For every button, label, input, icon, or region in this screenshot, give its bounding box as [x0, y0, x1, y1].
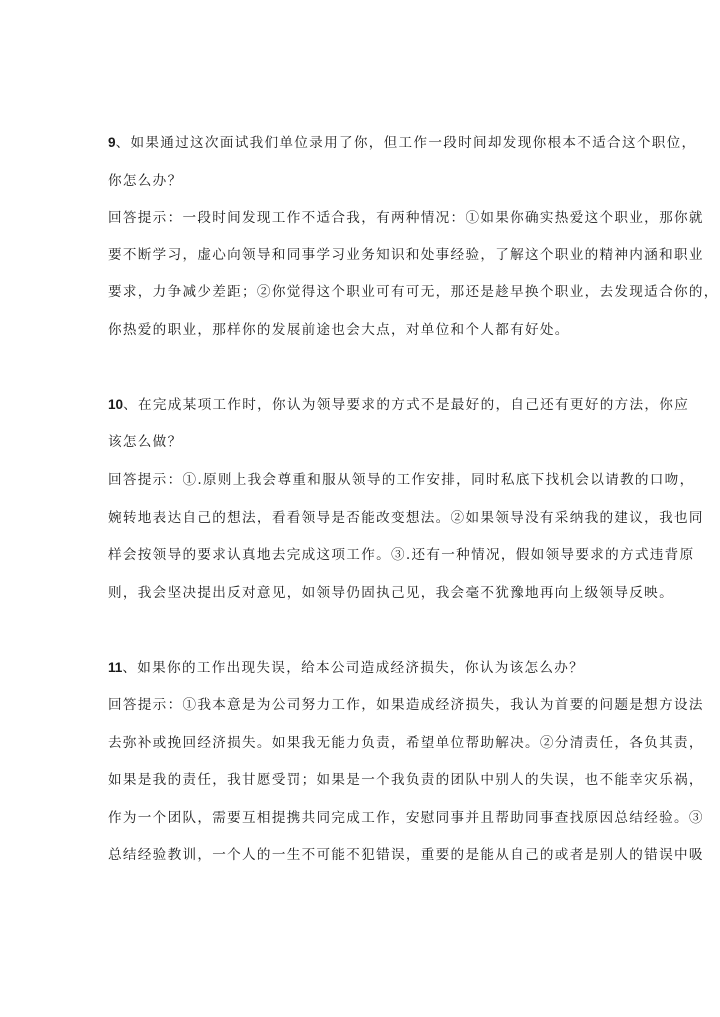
answer-line: 则，我会坚决提出反对意见，如领导仍固执己见，我会毫不犹豫地再向上级领导反映。	[108, 585, 674, 601]
question-line: 9、如果通过这次面试我们单位录用了你，但工作一段时间却发现你根本不适合这个职位，	[108, 135, 697, 151]
answer-line: 婉转地表达自己的想法，看看领导是否能改变想法。②如果领导没有采纳我的建议，我也同	[108, 510, 704, 526]
answer-line: 作为一个团队，需要互相提携共同完成工作，安慰同事并且帮助同事查找原因总结经验。③	[108, 810, 704, 826]
answer-line: 去弥补或挽回经济损失。如果我无能力负责，希望单位帮助解决。②分清责任，各负其责，	[108, 735, 704, 751]
question-number: 10	[108, 397, 124, 412]
answer-line: 回答提示：①.原则上我会尊重和服从领导的工作安排，同时私底下找机会以请教的口吻，	[108, 472, 695, 488]
answer-line: 要不断学习，虚心向领导和同事学习业务知识和处事经验，了解这个职业的精神内涵和职业	[108, 247, 704, 263]
answer-line: 回答提示：①我本意是为公司努力工作，如果造成经济损失，我认为首要的问题是想方设法	[108, 697, 704, 713]
answer-line: 样会按领导的要求认真地去完成这项工作。③.还有一种情况，假如领导要求的方式违背原	[108, 547, 695, 563]
answer-line: 总结经验教训，一个人的一生不可能不犯错误，重要的是能从自己的或者是别人的错误中吸	[108, 847, 704, 863]
answer-line: 要求，力争减少差距；②你觉得这个职业可有可无，那还是趁早换个职业，去发现适合你的，	[108, 284, 719, 300]
answer-line: 如果是我的责任，我甘愿受罚；如果是一个我负责的团队中别人的失误，也不能幸灾乐祸，	[108, 772, 704, 788]
question-number: 9	[108, 135, 116, 150]
question-line: 该怎么做？	[108, 434, 183, 450]
question-line: 10、在完成某项工作时，你认为领导要求的方式不是最好的，自己还有更好的方法，你应	[108, 397, 690, 413]
answer-line: 你热爱的职业，那样你的发展前途也会大点，对单位和个人都有好处。	[108, 322, 570, 338]
question-line: 11、如果你的工作出现失误，给本公司造成经济损失，你认为该怎么办？	[108, 660, 585, 676]
question-line: 你怎么办？	[108, 173, 183, 189]
answer-line: 回答提示：一段时间发现工作不适合我，有两种情况：①如果你确实热爱这个职业，那你就	[108, 210, 704, 226]
question-number: 11	[108, 660, 123, 675]
